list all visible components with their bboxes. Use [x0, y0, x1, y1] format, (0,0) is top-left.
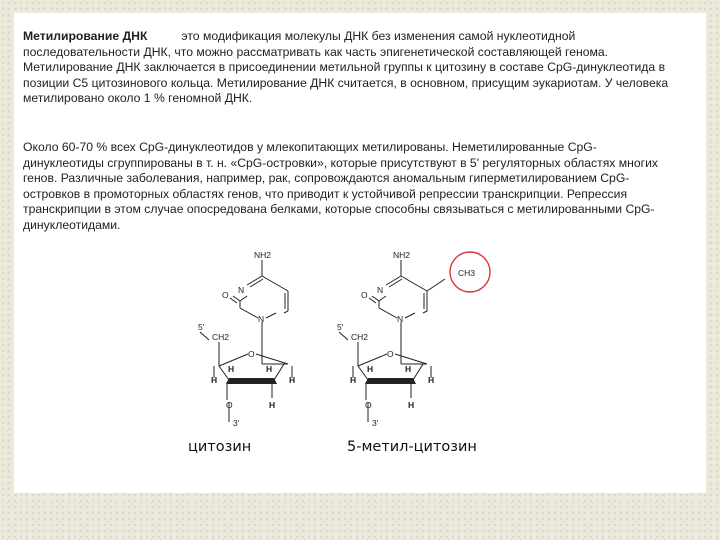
hydrogen-label: H [228, 364, 235, 374]
ch2-label: CH2 [212, 332, 230, 342]
hydrogen-label: H [266, 364, 273, 374]
hydrogen-label: H [211, 375, 218, 385]
ring-nitrogen-label: N [258, 314, 265, 324]
ch2-label: CH2 [351, 332, 369, 342]
amine-label: NH2 [393, 250, 411, 260]
paragraph-1-text: это модификация молекулы ДНК без изменения самой нуклеотидной последовательности ДНК, что можно рассматривать как часть эпигенетической составляющей генома. Метилирование ДНК заключается в присоединении метильной группы к цитозину в составе CpG-динуклеотида в позиции C5 цитозинового кольца. Метилирование ДНК считается, в основном, присущим эукариотам. У человека метилировано около 1 % геномной ДНК. [23, 29, 669, 106]
ring-oxygen-label: O [248, 349, 255, 359]
methyl-group-label: CH3 [458, 268, 476, 278]
sugar-ring-bold-edge-left [226, 378, 277, 384]
hydrogen-label: H [428, 375, 435, 385]
hydrogen-label: H [350, 375, 357, 385]
term-dna-methylation: Метилирование ДНК [23, 29, 148, 43]
three-prime-oxygen-label: O [365, 400, 372, 410]
three-prime-oxygen-label: O [226, 400, 233, 410]
hydrogen-label: H [269, 400, 276, 410]
hydrogen-label: H [405, 364, 412, 374]
carbonyl-oxygen-label: O [361, 290, 368, 300]
five-prime-label: 5' [337, 322, 344, 332]
cytosine-caption: цитозин [188, 439, 252, 455]
hydrogen-label: H [408, 400, 415, 410]
five-prime-label: 5' [198, 322, 205, 332]
amine-label: NH2 [254, 250, 272, 260]
ring-nitrogen-label: N [377, 285, 384, 295]
three-prime-label: 3' [372, 418, 379, 428]
ring-nitrogen-label: N [397, 314, 404, 324]
sugar-ring-bold-edge-right [365, 378, 416, 384]
methylcytosine-caption: 5-метил-цитозин [347, 439, 477, 455]
three-prime-label: 3' [233, 418, 240, 428]
paragraph-2-text: Около 60-70 % всех CpG-динуклеотидов у млекопитающих метилированы. Неметилированные CpG-динуклеотиды сгруппированы в т. н. «CpG-островки», которые присутствуют в 5' регуляторных областях многих генов. Различные заболевания, например, рак, сопровождаются аномальным гиперметилированием CpG-островков в промоторных областях генов, что приводит к устойчивой репрессии транскрипции. Репрессия транскрипции в этом случае опосредована белками, которые способны связываться с метилированными CpG-динуклеотидами. [23, 140, 659, 232]
ring-oxygen-label: O [387, 349, 394, 359]
carbonyl-oxygen-label: O [222, 290, 229, 300]
ring-nitrogen-label: N [238, 285, 245, 295]
hydrogen-label: H [367, 364, 374, 374]
hydrogen-label: H [289, 375, 296, 385]
